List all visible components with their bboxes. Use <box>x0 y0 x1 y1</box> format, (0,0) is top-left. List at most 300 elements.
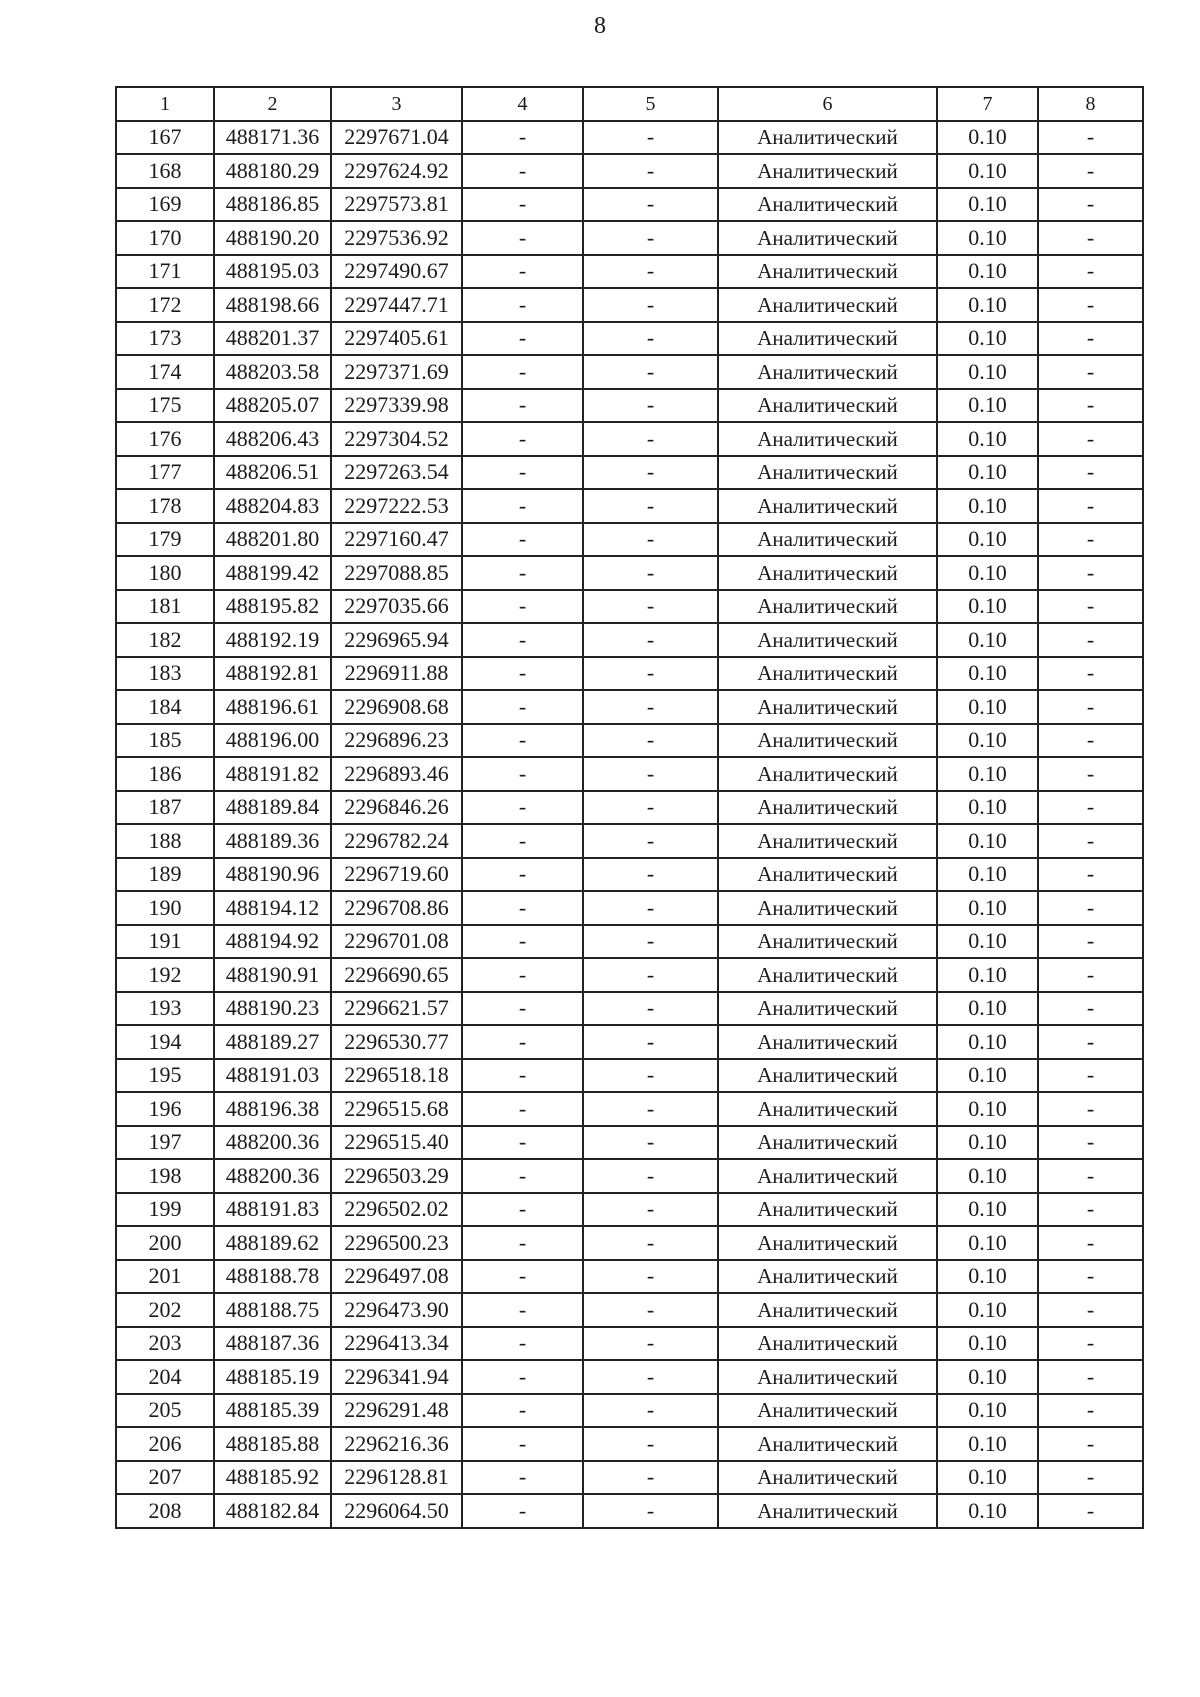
cell-coord-y: 2296690.65 <box>331 958 462 992</box>
table-row <box>116 355 1143 389</box>
cell-col-4: - <box>462 288 583 322</box>
cell-method: Аналитический <box>718 1494 937 1528</box>
cell-point-number: 174 <box>116 355 214 389</box>
cell-col-5: - <box>583 1193 718 1227</box>
table-row <box>116 121 1143 155</box>
cell-col-8: - <box>1038 489 1143 523</box>
cell-col-5: - <box>583 590 718 624</box>
cell-col-5: - <box>583 724 718 758</box>
cell-col-8: - <box>1038 1494 1143 1528</box>
cell-accuracy: 0.10 <box>937 1260 1038 1294</box>
table-row <box>116 322 1143 356</box>
cell-accuracy: 0.10 <box>937 690 1038 724</box>
cell-accuracy: 0.10 <box>937 757 1038 791</box>
table-row <box>116 690 1143 724</box>
cell-method: Аналитический <box>718 925 937 959</box>
cell-col-5: - <box>583 288 718 322</box>
table-row <box>116 1226 1143 1260</box>
cell-method: Аналитический <box>718 422 937 456</box>
cell-coord-x: 488188.78 <box>214 1260 331 1294</box>
cell-col-8: - <box>1038 757 1143 791</box>
cell-method: Аналитический <box>718 724 937 758</box>
cell-coord-y: 2296497.08 <box>331 1260 462 1294</box>
cell-col-5: - <box>583 1327 718 1361</box>
cell-col-5: - <box>583 958 718 992</box>
cell-col-5: - <box>583 355 718 389</box>
cell-col-5: - <box>583 456 718 490</box>
cell-method: Аналитический <box>718 255 937 289</box>
table-row <box>116 154 1143 188</box>
cell-accuracy: 0.10 <box>937 1360 1038 1394</box>
cell-coord-y: 2296500.23 <box>331 1226 462 1260</box>
column-header-5: 5 <box>583 87 718 121</box>
cell-coord-y: 2297304.52 <box>331 422 462 456</box>
cell-accuracy: 0.10 <box>937 1461 1038 1495</box>
cell-coord-y: 2297339.98 <box>331 389 462 423</box>
cell-point-number: 176 <box>116 422 214 456</box>
cell-coord-x: 488190.20 <box>214 221 331 255</box>
cell-col-8: - <box>1038 1327 1143 1361</box>
cell-accuracy: 0.10 <box>937 389 1038 423</box>
cell-col-4: - <box>462 1092 583 1126</box>
cell-point-number: 203 <box>116 1327 214 1361</box>
table-row <box>116 1360 1143 1394</box>
cell-coord-y: 2297624.92 <box>331 154 462 188</box>
table-row <box>116 422 1143 456</box>
table-row <box>116 1159 1143 1193</box>
cell-col-5: - <box>583 489 718 523</box>
cell-accuracy: 0.10 <box>937 255 1038 289</box>
cell-coord-y: 2297035.66 <box>331 590 462 624</box>
table-row <box>116 1260 1143 1294</box>
cell-coord-x: 488204.83 <box>214 489 331 523</box>
cell-accuracy: 0.10 <box>937 221 1038 255</box>
cell-coord-x: 488196.61 <box>214 690 331 724</box>
cell-accuracy: 0.10 <box>937 791 1038 825</box>
cell-method: Аналитический <box>718 590 937 624</box>
cell-col-4: - <box>462 1193 583 1227</box>
cell-accuracy: 0.10 <box>937 657 1038 691</box>
cell-method: Аналитический <box>718 1092 937 1126</box>
cell-col-8: - <box>1038 221 1143 255</box>
table-row <box>116 958 1143 992</box>
cell-col-4: - <box>462 456 583 490</box>
cell-point-number: 194 <box>116 1025 214 1059</box>
cell-point-number: 207 <box>116 1461 214 1495</box>
table-row <box>116 288 1143 322</box>
cell-method: Аналитический <box>718 1159 937 1193</box>
cell-col-5: - <box>583 1427 718 1461</box>
cell-point-number: 186 <box>116 757 214 791</box>
cell-col-5: - <box>583 1461 718 1495</box>
cell-col-8: - <box>1038 1394 1143 1428</box>
cell-method: Аналитический <box>718 188 937 222</box>
cell-col-4: - <box>462 1293 583 1327</box>
cell-coord-x: 488191.03 <box>214 1059 331 1093</box>
cell-col-4: - <box>462 221 583 255</box>
cell-coord-x: 488190.23 <box>214 992 331 1026</box>
cell-coord-y: 2296515.40 <box>331 1126 462 1160</box>
cell-col-4: - <box>462 322 583 356</box>
cell-point-number: 182 <box>116 623 214 657</box>
cell-col-4: - <box>462 824 583 858</box>
table-row <box>116 1394 1143 1428</box>
cell-coord-x: 488189.27 <box>214 1025 331 1059</box>
cell-col-4: - <box>462 690 583 724</box>
cell-col-8: - <box>1038 288 1143 322</box>
cell-coord-y: 2296701.08 <box>331 925 462 959</box>
cell-accuracy: 0.10 <box>937 456 1038 490</box>
cell-col-4: - <box>462 1360 583 1394</box>
cell-accuracy: 0.10 <box>937 1025 1038 1059</box>
cell-col-5: - <box>583 1226 718 1260</box>
cell-col-8: - <box>1038 1025 1143 1059</box>
table-row <box>116 992 1143 1026</box>
cell-accuracy: 0.10 <box>937 1126 1038 1160</box>
cell-col-8: - <box>1038 858 1143 892</box>
cell-coord-y: 2297263.54 <box>331 456 462 490</box>
cell-coord-x: 488192.19 <box>214 623 331 657</box>
cell-method: Аналитический <box>718 1427 937 1461</box>
cell-accuracy: 0.10 <box>937 556 1038 590</box>
cell-point-number: 200 <box>116 1226 214 1260</box>
cell-col-8: - <box>1038 657 1143 691</box>
cell-method: Аналитический <box>718 556 937 590</box>
cell-method: Аналитический <box>718 1126 937 1160</box>
cell-method: Аналитический <box>718 221 937 255</box>
cell-col-5: - <box>583 791 718 825</box>
cell-coord-y: 2297160.47 <box>331 523 462 557</box>
cell-accuracy: 0.10 <box>937 1159 1038 1193</box>
cell-method: Аналитический <box>718 992 937 1026</box>
cell-col-8: - <box>1038 590 1143 624</box>
table-row <box>116 657 1143 691</box>
cell-col-8: - <box>1038 255 1143 289</box>
cell-accuracy: 0.10 <box>937 925 1038 959</box>
cell-point-number: 170 <box>116 221 214 255</box>
cell-col-4: - <box>462 623 583 657</box>
table-row <box>116 489 1143 523</box>
cell-col-8: - <box>1038 1126 1143 1160</box>
cell-point-number: 173 <box>116 322 214 356</box>
cell-coord-y: 2296515.68 <box>331 1092 462 1126</box>
cell-method: Аналитический <box>718 1260 937 1294</box>
cell-coord-x: 488190.91 <box>214 958 331 992</box>
cell-col-8: - <box>1038 1092 1143 1126</box>
cell-coord-y: 2296782.24 <box>331 824 462 858</box>
cell-coord-x: 488200.36 <box>214 1126 331 1160</box>
cell-coord-y: 2296621.57 <box>331 992 462 1026</box>
cell-coord-x: 488194.12 <box>214 891 331 925</box>
cell-col-4: - <box>462 1159 583 1193</box>
cell-col-8: - <box>1038 456 1143 490</box>
cell-coord-y: 2296502.02 <box>331 1193 462 1227</box>
cell-col-4: - <box>462 255 583 289</box>
cell-point-number: 190 <box>116 891 214 925</box>
cell-coord-x: 488185.39 <box>214 1394 331 1428</box>
table-header <box>116 87 1143 121</box>
cell-coord-y: 2296518.18 <box>331 1059 462 1093</box>
cell-method: Аналитический <box>718 1193 937 1227</box>
header-row <box>116 87 1143 121</box>
cell-col-5: - <box>583 422 718 456</box>
cell-method: Аналитический <box>718 757 937 791</box>
cell-method: Аналитический <box>718 288 937 322</box>
cell-point-number: 168 <box>116 154 214 188</box>
cell-col-8: - <box>1038 791 1143 825</box>
cell-point-number: 193 <box>116 992 214 1026</box>
cell-col-4: - <box>462 791 583 825</box>
cell-point-number: 199 <box>116 1193 214 1227</box>
cell-coord-x: 488189.36 <box>214 824 331 858</box>
cell-point-number: 191 <box>116 925 214 959</box>
cell-col-8: - <box>1038 958 1143 992</box>
cell-accuracy: 0.10 <box>937 623 1038 657</box>
cell-coord-y: 2296216.36 <box>331 1427 462 1461</box>
cell-coord-y: 2296908.68 <box>331 690 462 724</box>
cell-coord-x: 488182.84 <box>214 1494 331 1528</box>
cell-col-5: - <box>583 322 718 356</box>
cell-point-number: 187 <box>116 791 214 825</box>
cell-coord-y: 2296708.86 <box>331 891 462 925</box>
cell-method: Аналитический <box>718 824 937 858</box>
cell-coord-x: 488171.36 <box>214 121 331 155</box>
cell-col-4: - <box>462 422 583 456</box>
cell-point-number: 208 <box>116 1494 214 1528</box>
cell-col-4: - <box>462 590 583 624</box>
cell-col-5: - <box>583 757 718 791</box>
cell-col-4: - <box>462 657 583 691</box>
cell-col-8: - <box>1038 1360 1143 1394</box>
cell-col-5: - <box>583 154 718 188</box>
column-header-3: 3 <box>331 87 462 121</box>
cell-method: Аналитический <box>718 1394 937 1428</box>
cell-point-number: 188 <box>116 824 214 858</box>
cell-coord-y: 2296503.29 <box>331 1159 462 1193</box>
cell-col-8: - <box>1038 925 1143 959</box>
cell-accuracy: 0.10 <box>937 824 1038 858</box>
cell-coord-y: 2297088.85 <box>331 556 462 590</box>
cell-col-5: - <box>583 657 718 691</box>
cell-coord-x: 488189.84 <box>214 791 331 825</box>
cell-coord-y: 2296965.94 <box>331 623 462 657</box>
table-row <box>116 456 1143 490</box>
cell-col-8: - <box>1038 389 1143 423</box>
cell-accuracy: 0.10 <box>937 1092 1038 1126</box>
column-header-2: 2 <box>214 87 331 121</box>
cell-coord-x: 488185.92 <box>214 1461 331 1495</box>
cell-col-8: - <box>1038 188 1143 222</box>
cell-accuracy: 0.10 <box>937 154 1038 188</box>
cell-method: Аналитический <box>718 456 937 490</box>
cell-point-number: 196 <box>116 1092 214 1126</box>
cell-col-5: - <box>583 1360 718 1394</box>
cell-accuracy: 0.10 <box>937 288 1038 322</box>
cell-coord-x: 488206.51 <box>214 456 331 490</box>
cell-col-4: - <box>462 523 583 557</box>
cell-col-5: - <box>583 523 718 557</box>
table-row <box>116 1327 1143 1361</box>
cell-col-5: - <box>583 1293 718 1327</box>
cell-coord-y: 2297371.69 <box>331 355 462 389</box>
cell-point-number: 185 <box>116 724 214 758</box>
cell-col-8: - <box>1038 121 1143 155</box>
cell-coord-x: 488194.92 <box>214 925 331 959</box>
cell-accuracy: 0.10 <box>937 858 1038 892</box>
cell-accuracy: 0.10 <box>937 523 1038 557</box>
cell-coord-x: 488187.36 <box>214 1327 331 1361</box>
cell-point-number: 172 <box>116 288 214 322</box>
table-row <box>116 1193 1143 1227</box>
cell-coord-y: 2296896.23 <box>331 724 462 758</box>
cell-method: Аналитический <box>718 791 937 825</box>
cell-col-8: - <box>1038 824 1143 858</box>
cell-method: Аналитический <box>718 154 937 188</box>
table-row <box>116 858 1143 892</box>
cell-accuracy: 0.10 <box>937 724 1038 758</box>
cell-coord-y: 2296719.60 <box>331 858 462 892</box>
cell-col-8: - <box>1038 1260 1143 1294</box>
cell-coord-x: 488196.38 <box>214 1092 331 1126</box>
column-header-6: 6 <box>718 87 937 121</box>
cell-coord-y: 2297573.81 <box>331 188 462 222</box>
cell-point-number: 169 <box>116 188 214 222</box>
cell-col-4: - <box>462 489 583 523</box>
table-row <box>116 1461 1143 1495</box>
cell-coord-y: 2297222.53 <box>331 489 462 523</box>
cell-coord-x: 488180.29 <box>214 154 331 188</box>
cell-coord-x: 488185.19 <box>214 1360 331 1394</box>
cell-col-5: - <box>583 1394 718 1428</box>
cell-point-number: 180 <box>116 556 214 590</box>
cell-method: Аналитический <box>718 690 937 724</box>
table-row <box>116 1092 1143 1126</box>
cell-point-number: 202 <box>116 1293 214 1327</box>
cell-coord-y: 2296341.94 <box>331 1360 462 1394</box>
cell-col-4: - <box>462 724 583 758</box>
cell-method: Аналитический <box>718 1293 937 1327</box>
cell-col-4: - <box>462 1394 583 1428</box>
cell-accuracy: 0.10 <box>937 1293 1038 1327</box>
cell-col-5: - <box>583 1126 718 1160</box>
cell-col-4: - <box>462 925 583 959</box>
table-row <box>116 221 1143 255</box>
cell-col-5: - <box>583 1025 718 1059</box>
cell-col-5: - <box>583 121 718 155</box>
table-row <box>116 1494 1143 1528</box>
cell-coord-x: 488201.80 <box>214 523 331 557</box>
cell-accuracy: 0.10 <box>937 992 1038 1026</box>
cell-col-4: - <box>462 355 583 389</box>
cell-coord-x: 488196.00 <box>214 724 331 758</box>
cell-accuracy: 0.10 <box>937 188 1038 222</box>
cell-col-4: - <box>462 154 583 188</box>
table-row <box>116 891 1143 925</box>
cell-col-4: - <box>462 1327 583 1361</box>
cell-coord-x: 488198.66 <box>214 288 331 322</box>
cell-col-8: - <box>1038 154 1143 188</box>
cell-point-number: 175 <box>116 389 214 423</box>
table-row <box>116 1059 1143 1093</box>
table-row <box>116 824 1143 858</box>
cell-coord-y: 2296530.77 <box>331 1025 462 1059</box>
cell-col-8: - <box>1038 690 1143 724</box>
cell-accuracy: 0.10 <box>937 322 1038 356</box>
cell-col-5: - <box>583 389 718 423</box>
cell-col-5: - <box>583 1059 718 1093</box>
cell-coord-x: 488199.42 <box>214 556 331 590</box>
cell-col-4: - <box>462 891 583 925</box>
table-row <box>116 1025 1143 1059</box>
cell-method: Аналитический <box>718 1360 937 1394</box>
cell-coord-y: 2296911.88 <box>331 657 462 691</box>
column-header-4: 4 <box>462 87 583 121</box>
cell-point-number: 181 <box>116 590 214 624</box>
cell-coord-x: 488201.37 <box>214 322 331 356</box>
cell-method: Аналитический <box>718 1327 937 1361</box>
cell-point-number: 197 <box>116 1126 214 1160</box>
cell-col-4: - <box>462 188 583 222</box>
cell-col-5: - <box>583 992 718 1026</box>
cell-coord-y: 2297447.71 <box>331 288 462 322</box>
cell-method: Аналитический <box>718 891 937 925</box>
cell-col-5: - <box>583 891 718 925</box>
cell-col-4: - <box>462 1025 583 1059</box>
cell-col-4: - <box>462 389 583 423</box>
cell-coord-x: 488195.03 <box>214 255 331 289</box>
cell-col-5: - <box>583 1092 718 1126</box>
cell-coord-x: 488200.36 <box>214 1159 331 1193</box>
cell-col-8: - <box>1038 1193 1143 1227</box>
cell-col-4: - <box>462 1226 583 1260</box>
cell-col-8: - <box>1038 724 1143 758</box>
page-number: 8 <box>594 13 606 39</box>
cell-accuracy: 0.10 <box>937 489 1038 523</box>
cell-col-8: - <box>1038 1226 1143 1260</box>
cell-point-number: 204 <box>116 1360 214 1394</box>
cell-coord-y: 2297405.61 <box>331 322 462 356</box>
cell-method: Аналитический <box>718 1226 937 1260</box>
cell-col-4: - <box>462 1427 583 1461</box>
table-row <box>116 623 1143 657</box>
cell-col-8: - <box>1038 1427 1143 1461</box>
column-header-8: 8 <box>1038 87 1143 121</box>
cell-method: Аналитический <box>718 657 937 691</box>
table-row <box>116 1126 1143 1160</box>
table-body <box>116 121 1143 1528</box>
cell-accuracy: 0.10 <box>937 1327 1038 1361</box>
cell-col-8: - <box>1038 1461 1143 1495</box>
cell-coord-y: 2296128.81 <box>331 1461 462 1495</box>
cell-accuracy: 0.10 <box>937 1226 1038 1260</box>
table-row <box>116 1427 1143 1461</box>
cell-accuracy: 0.10 <box>937 1059 1038 1093</box>
cell-accuracy: 0.10 <box>937 590 1038 624</box>
cell-coord-y: 2297536.92 <box>331 221 462 255</box>
table-row <box>116 255 1143 289</box>
cell-point-number: 198 <box>116 1159 214 1193</box>
cell-coord-y: 2296064.50 <box>331 1494 462 1528</box>
cell-method: Аналитический <box>718 1025 937 1059</box>
cell-point-number: 195 <box>116 1059 214 1093</box>
cell-accuracy: 0.10 <box>937 422 1038 456</box>
table-row <box>116 1293 1143 1327</box>
cell-coord-y: 2296846.26 <box>331 791 462 825</box>
cell-col-4: - <box>462 1494 583 1528</box>
cell-col-5: - <box>583 925 718 959</box>
cell-coord-x: 488206.43 <box>214 422 331 456</box>
cell-col-4: - <box>462 1260 583 1294</box>
